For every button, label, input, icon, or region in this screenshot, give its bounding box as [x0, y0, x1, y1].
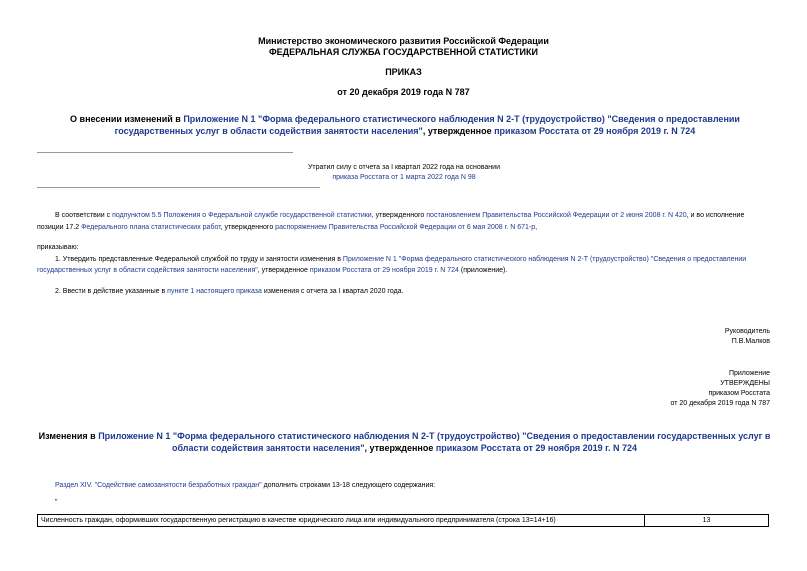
table-row	[38, 515, 769, 527]
appendix-approved: УТВЕРЖДЕНЫ	[720, 380, 770, 387]
link-appendix-cont[interactable]: государственных услуг в области содействия занятости населения"	[37, 267, 258, 274]
text: 1. Утвердить представленные Федеральной службой по труду и занятости изменения в	[55, 256, 343, 263]
link-federal-plan[interactable]: Федерального плана статистических работ	[81, 224, 221, 231]
table-cell-code: 13	[645, 515, 769, 527]
title-link-order[interactable]: приказом Росстата от 29 ноября 2019 г. N 724	[494, 126, 696, 136]
appendix-order: приказом Росстата	[708, 390, 770, 397]
service-name: ФЕДЕРАЛЬНАЯ СЛУЖБА ГОСУДАРСТВЕННОЙ СТАТИСТИКИ	[269, 47, 538, 57]
text: изменения с отчета за I квартал 2020 года.	[261, 288, 404, 295]
appendix-date: от 20 декабря 2019 года N 787	[670, 400, 770, 407]
changes-title	[37, 430, 772, 454]
ministry-name: Министерство экономического развития Российской Федерации	[258, 36, 549, 46]
doc-type: ПРИКАЗ	[385, 67, 422, 77]
link-government-order[interactable]: распоряжением Правительства Российской Федерации от 6 мая 2008 г. N 671-р	[275, 224, 536, 231]
quote-mark: "	[55, 499, 58, 506]
title-middle: , утвержденное	[422, 126, 495, 136]
paragraph-item2	[55, 288, 404, 295]
text: , утвержденное	[364, 443, 436, 453]
table-cell-label: Численность граждан, оформивших государственную регистрацию в качестве юридического лица или индивидуального предпринимателя (строка 13=14+16)	[38, 515, 645, 527]
text: , утвержденное	[257, 267, 310, 274]
link-appendix[interactable]: Приложение N 1 "Форма федерального статистического наблюдения N 2-Т (трудоустройство) "Сведения о предоставлении	[342, 256, 747, 263]
appendix-label: Приложение	[728, 370, 770, 377]
orders-word: приказываю:	[37, 244, 79, 251]
signature-name: П.В.Малков	[731, 338, 770, 345]
link-clause-1[interactable]: пункте 1 настоящего приказа	[167, 288, 262, 295]
page-title	[60, 113, 750, 137]
notice-link-text[interactable]: приказа Росстата от 1 марта 2022 года N 98	[332, 174, 476, 181]
divider	[37, 187, 320, 188]
link-regulation[interactable]: подпунктом 5.5 Положения о Федеральной службе государственной статистики	[112, 212, 372, 219]
paragraph-preamble-line1	[55, 212, 775, 219]
title-prefix: О внесении изменений в	[70, 114, 184, 124]
text: ,	[535, 224, 538, 231]
text: позиции 17.2	[37, 224, 82, 231]
link-rosstat-order[interactable]: приказом Росстата от 29 ноября 2019 г. N 724	[309, 267, 459, 274]
divider	[37, 152, 293, 153]
changes-link-appendix[interactable]: Приложение N 1 "Форма федерального статистического наблюдения N 2-Т (трудоустройство) "Сведения о предоставлении государственных услуг в	[98, 431, 771, 441]
text: (приложение).	[458, 267, 508, 274]
text: , и во исполнение	[686, 212, 745, 219]
section-link[interactable]: Раздел XIV. "Содействие самозанятости безработных граждан"	[55, 482, 262, 489]
text: , утвержденного	[220, 224, 276, 231]
notice-link[interactable]	[270, 174, 538, 181]
text: Изменения в	[38, 431, 99, 441]
text: дополнить строками 13-18 следующего содержания:	[261, 482, 436, 489]
text: 2. Ввести в действие указанные в	[55, 288, 168, 295]
section-line	[55, 482, 435, 489]
paragraph-item1-line2	[37, 267, 767, 274]
notice-line: Утратил силу с отчета за I квартал 2022 года на основании	[307, 164, 500, 171]
signature-role: Руководитель	[724, 328, 770, 335]
text: , утвержденного	[371, 212, 427, 219]
data-table	[37, 514, 769, 527]
doc-date: от 20 декабря 2019 года N 787	[337, 87, 470, 97]
changes-link-order[interactable]: приказом Росстата от 29 ноября 2019 г. N 724	[435, 443, 638, 453]
text: В соответствии с	[55, 212, 113, 219]
paragraph-preamble-line2	[37, 224, 767, 231]
title-link-appendix[interactable]: Приложение N 1 "Форма федерального статистического наблюдения N 2-Т (трудоустройство) "Сведения о предоставлении государственных услуг в области содействия занятости населения"	[114, 114, 740, 136]
link-government-decree[interactable]: постановлением Правительства Российской Федерации от 2 июня 2008 г. N 420	[426, 212, 687, 219]
changes-link-appendix-cont[interactable]: области содействия занятости населения"	[171, 443, 365, 453]
paragraph-item1-line1	[55, 256, 775, 263]
